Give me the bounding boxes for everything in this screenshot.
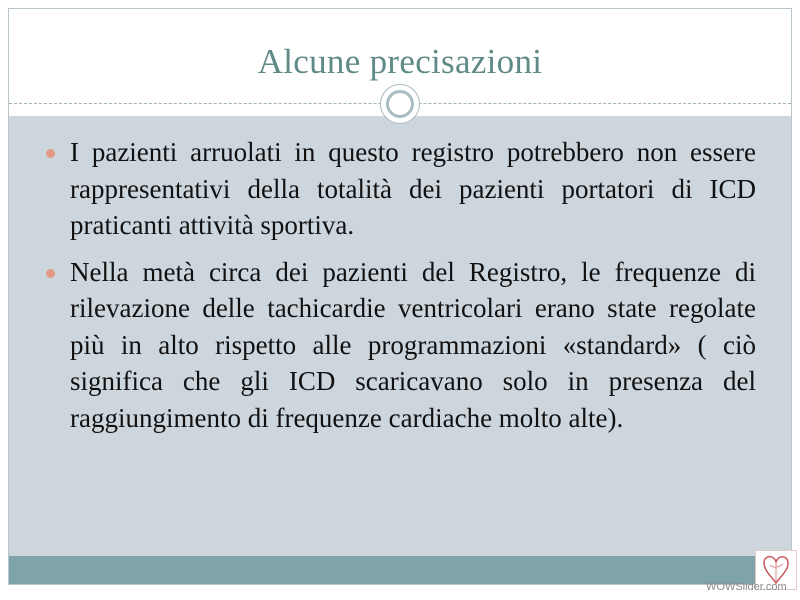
- list-item: [44, 254, 756, 437]
- bullet-list: [44, 134, 756, 446]
- round-bullet-icon: [46, 269, 55, 278]
- watermark: WOWSlider.com: [706, 581, 787, 593]
- inner-ring: [386, 90, 414, 118]
- bottom-bar: [9, 556, 791, 584]
- bullet-text: Nella metà circa dei pazienti del Registro, le frequenze di rilevazione delle tachicardie ventricolari erano state regolate più in alto rispetto alle programmazioni «standard» ( ciò significa che gli ICD scaricavano solo in presenza del raggiungimento di frequenze cardiache molto alte).: [70, 256, 756, 433]
- double-ring-circle-icon: [380, 84, 420, 124]
- round-bullet-icon: [46, 149, 55, 158]
- slide-title: Alcune precisazioni: [257, 42, 543, 81]
- list-item: [44, 134, 756, 244]
- bullet-text: I pazienti arruolati in questo registro potrebbero non essere rappresentativi della totalità dei pazienti portatori di ICD praticanti attività sportiva.: [70, 137, 756, 240]
